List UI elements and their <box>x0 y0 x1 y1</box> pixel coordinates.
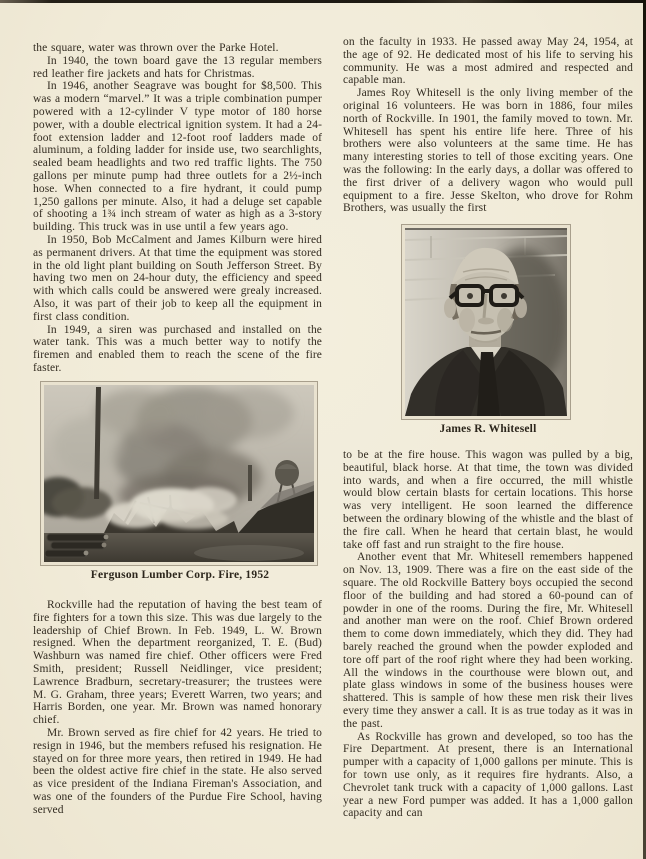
paragraph: Another event that Mr. Whitesell remembers happened on Nov. 13, 1909. There was a fire on the east side of the square. The old Rockville Battery boys occupied the second floor of the building and had stored a 60-pound can of powder in one of the rooms. During the fire, Mr. Whitesell and another man were on the roof. Chief Brown ordered them to come down immediately, which they did. They had barely reached the ground when the powder exploded and tore off part of the roof right where they had been working. All the windows in the courthouse were blown out, and plate glass windows in some of the business houses were shattered. This is sample of how these men risk their lives every time they answer a call. It is as true today as it was in the past. <box>343 551 633 730</box>
paragraph: In 1950, Bob McCalment and James Kilburn were hired as permanent drivers. At that time the equipment was stored in the old light plant building on South Jefferson Street. By having two men on 24-hour duty, the efficiency and speed with which calls could be answered were grealy increased. Also, it was part of their job to keep all the equipment in first class condition. <box>33 233 322 323</box>
paragraph: James Roy Whitesell is the only living member of the original 16 volunteers. He was born in 1886, four miles north of Rockville. In 1901, the family moved to town. Mr. Whitesell has spent his entire life here. Three of his brothers were also volunteers at the same time. He has many interesting stories to tell of those exciting years. One was the following: In the early days, a dollar was offered to the first driver of a delivery wagon who would pull equipment to a fire. Jesse Skelton, who drove for Rohm Brothers, was usually the first <box>343 87 633 215</box>
whitesell-photo <box>402 225 570 419</box>
paragraph: In 1940, the town board gave the 13 regular members red leather fire jackets and hats for Christmas. <box>33 54 322 80</box>
fire-photo-caption: Ferguson Lumber Corp. Fire, 1952 <box>90 569 270 581</box>
whitesell-photo-figure <box>402 225 574 435</box>
left-column-upper-text <box>33 42 322 375</box>
page-top-edge-shadow <box>0 0 646 3</box>
right-column-upper-text <box>343 36 633 215</box>
paragraph: on the faculty in 1933. He passed away May 24, 1954, at the age of 92. He dedicated most of his life to serving his community. He was a most admired and respected and capable man. <box>343 36 633 87</box>
right-column-lower-text <box>343 449 633 820</box>
paragraph: In 1949, a siren was purchased and installed on the water tank. This was a much better way to notify the firemen and enabled them to reach the scene of the fire faster. <box>33 323 322 374</box>
whitesell-photo-caption: James R. Whitesell <box>439 423 537 435</box>
fire-photo <box>41 382 317 565</box>
paragraph: to be at the fire house. This wagon was pulled by a big, beautiful, black horse. At that time, the town was divided into wards, and when a fire occurred, the mill whistle would blow certain blasts for certain locations. This horse was very intelligent. He soon learned the difference between the ordinary blowing of the whistle and the blast of the fire call. When he heard that certain blast, he would take off fast and run straight to the fire house. <box>343 449 633 551</box>
paragraph: In 1946, another Seagrave was bought for $8,500. This was a modern “marvel.” It was a triple combination pumper powered with a 12-cylinder V type motor of 180 horse power, with a double electrical ignition system. It had a 24-foot extension ladder and 12-foot roof ladders made of aluminum, a folding ladder for inside use, two searchlights, sealed beam headlights and two red traffic lights. The 750 gallons per minute pump had three outlets for a 2½-inch hose. When connected to a fire hydrant, it could pump 1,250 gallons per minute. Also, it had a deluge set capable of shooting a 1¾ inch stream of water as high as a 3-story building. This truck was in use until a few years ago. <box>33 80 322 234</box>
left-column-lower-text <box>33 599 322 817</box>
paragraph: Mr. Brown served as fire chief for 42 years. He tried to resign in 1946, but the members refused his resignation. He stayed on for three more years, then retired in 1949. He had been the oldest active fire chief in the state. He also served as vice president of the Indiana Fireman's Association, and was one of the founders of the Purdue Fire School, having served <box>33 726 322 816</box>
paragraph: As Rockville has grown and developed, so too has the Fire Department. At present, there is an International pumper with a capacity of 1,000 gallons per minute. This is for town use only, as it requires fire hydrants. Also, a Chevrolet tank truck with a capacity of 1,000 gallons. Last year a new Ford pumper was added. It has a 1,000 gallon capacity and can <box>343 730 633 820</box>
paragraph: the square, water was thrown over the Parke Hotel. <box>33 42 279 54</box>
fire-photo-figure <box>41 382 319 581</box>
paragraph: Rockville had the reputation of having the best team of fire fighters for a town this size. This was due largely to the leadership of Chief Brown. In Feb. 1949, L. W. Brown resigned. When the department reorganized, T. E. (Bud) Washburn was named fire chief. Other officers were Fred Smith, president; Russell Neidlinger, vice president; Lawrence Bradburn, secretary-treasurer; the trustees were M. G. Graham, three years; Everett Warren, two years; and Harris Borden, one year. Mr. Brown was named honorary chief. <box>33 599 322 727</box>
